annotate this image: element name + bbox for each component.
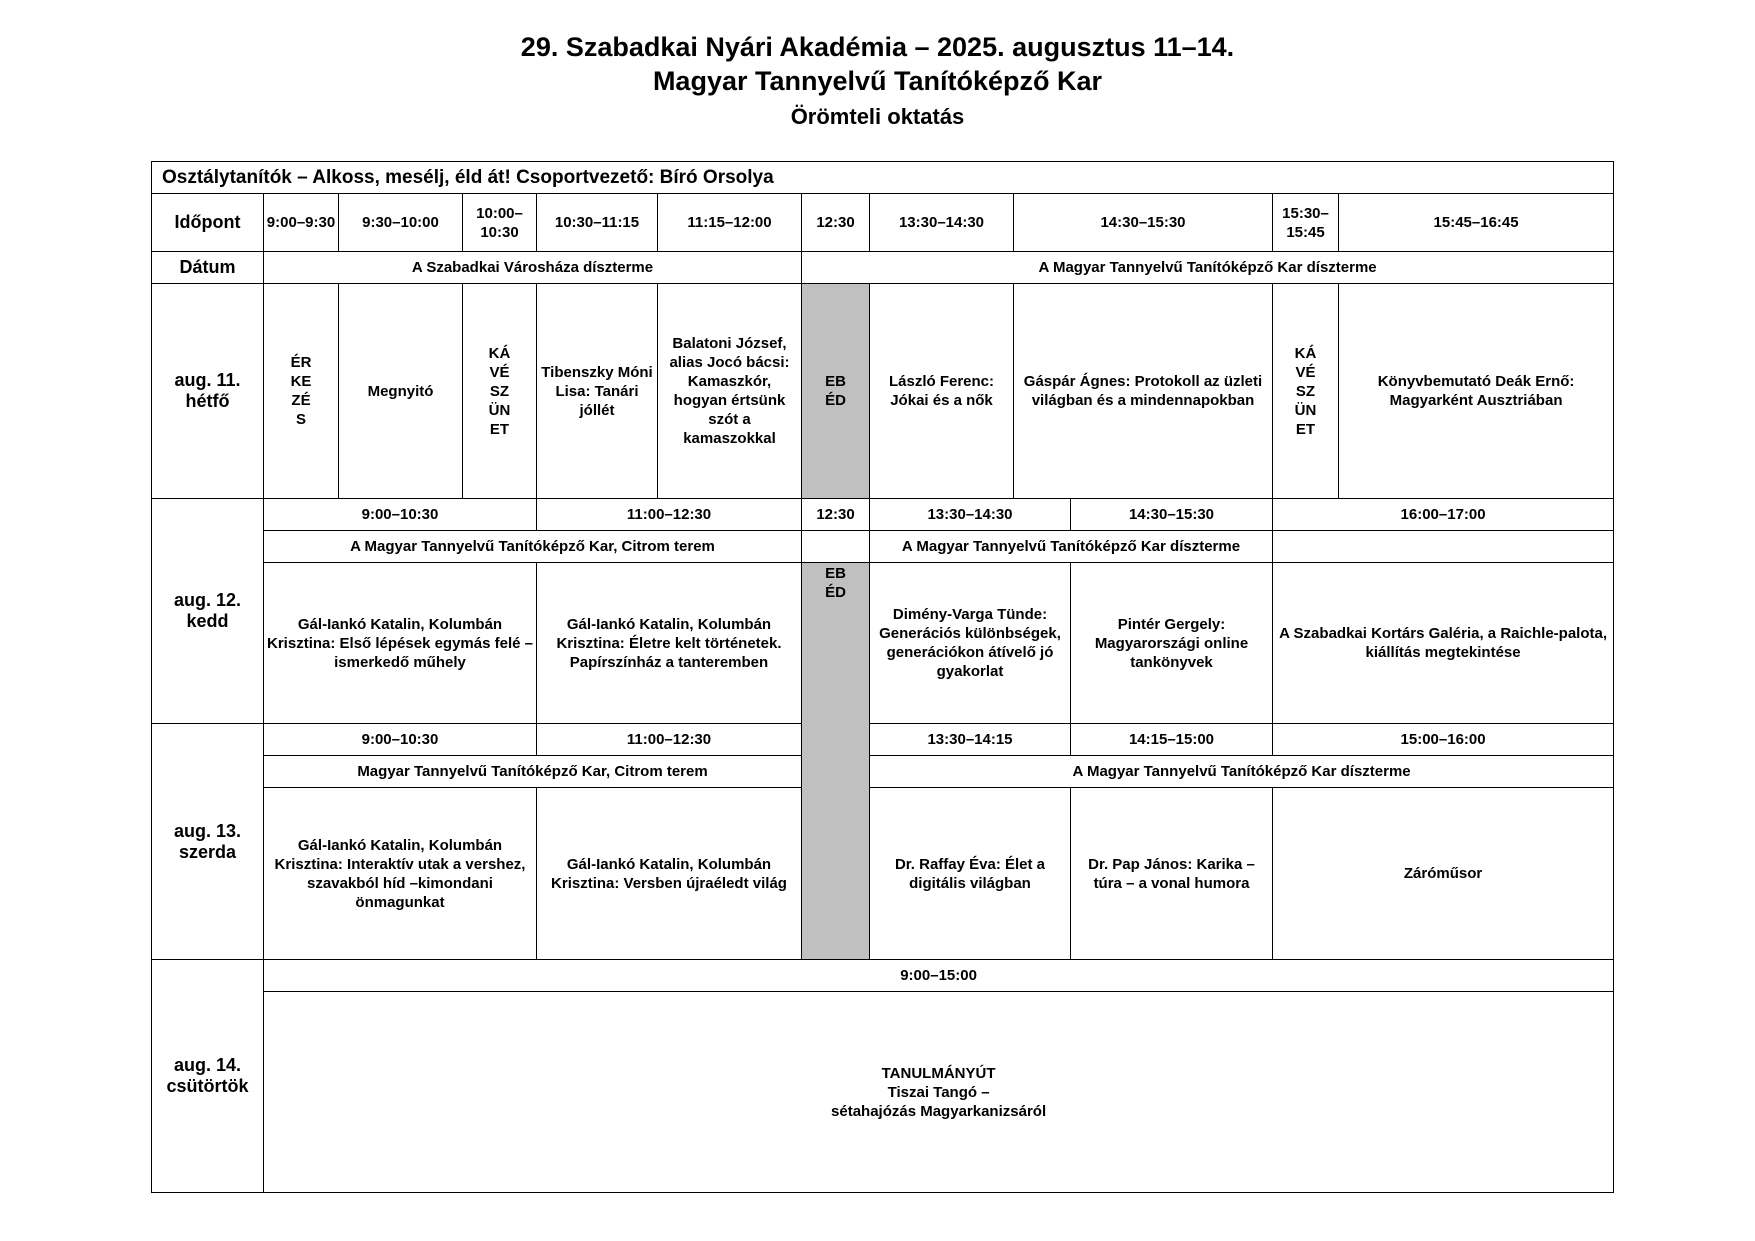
day2-session-row <box>152 563 1614 724</box>
day-date: aug. 12. kedd <box>152 499 264 724</box>
schedule-table <box>151 161 1614 1193</box>
time-slot: 10:30–11:15 <box>537 194 658 252</box>
session-cell: Gál-Iankó Katalin, Kolumbán Krisztina: Interaktív utak a vershez, szavakból híd –kimondani önmagunkat <box>264 788 537 960</box>
time-slot: 12:30 <box>802 499 870 531</box>
group-title: Osztálytanítók – Alkoss, mesélj, éld át! Csoportvezető: Bíró Orsolya <box>152 162 1614 194</box>
session-cell: Balatoni József, alias Jocó bácsi: Kamaszkór, hogyan értsünk szót a kamaszokkal <box>658 284 802 499</box>
session-cell: Megnyitó <box>339 284 463 499</box>
session-cell: Tibenszky Móni Lisa: Tanári jóllét <box>537 284 658 499</box>
venue-empty <box>1273 531 1614 563</box>
time-slot: 14:30–15:30 <box>1071 499 1273 531</box>
venue-cell: Magyar Tannyelvű Tanítóképző Kar, Citrom terem <box>264 756 802 788</box>
session-cell <box>463 284 537 499</box>
time-slot: 14:15–15:00 <box>1071 724 1273 756</box>
day3-time-row <box>152 724 1614 756</box>
session-cell: Gál-Iankó Katalin, Kolumbán Krisztina: Versben újraéledt világ <box>537 788 802 960</box>
day4-time-row <box>152 960 1614 992</box>
time-slot: 14:30–15:30 <box>1014 194 1273 252</box>
lunch-cell <box>802 563 870 960</box>
time-slot: 11:15–12:00 <box>658 194 802 252</box>
page-theme: Örömteli oktatás <box>790 104 965 129</box>
session-cell: Gál-Iankó Katalin, Kolumbán Krisztina: Életre kelt történetek. Papírszínház a tanteremben <box>537 563 802 724</box>
time-slot: 9:00–15:00 <box>264 960 1614 992</box>
day2-venue-row <box>152 531 1614 563</box>
time-slot: 13:30–14:30 <box>870 194 1014 252</box>
day-date: aug. 13. szerda <box>152 724 264 960</box>
session-cell: Pintér Gergely: Magyarországi online tankönyvek <box>1071 563 1273 724</box>
session-cell <box>1273 284 1339 499</box>
time-slot: 15:45–16:45 <box>1339 194 1614 252</box>
session-cell: Záróműsor <box>1273 788 1614 960</box>
venue-row <box>152 252 1614 284</box>
excursion-line: Tiszai Tangó – <box>887 1083 990 1101</box>
lunch-label: EBÉD <box>825 565 846 601</box>
session-cell: Dimény-Varga Tünde: Generációs különbségek, generációkon átívelő jó gyakorlat <box>870 563 1071 724</box>
time-slot: 13:30–14:30 <box>870 499 1071 531</box>
time-slot: 16:00–17:00 <box>1273 499 1614 531</box>
excursion-line: sétahajózás Magyarkanizsáról <box>831 1102 1047 1120</box>
time-slot: 9:00–10:30 <box>264 499 537 531</box>
time-slot: 11:00–12:30 <box>537 499 802 531</box>
day4-session-row <box>152 992 1614 1193</box>
time-slot: 15:00–16:00 <box>1273 724 1614 756</box>
day3-venue-row <box>152 756 1614 788</box>
lunch-cell <box>802 284 870 499</box>
coffee-break-label: KÁVÉSZÜNET <box>1294 344 1317 438</box>
time-slot: 9:00–10:30 <box>264 724 537 756</box>
excursion-cell <box>264 992 1614 1193</box>
label-datum: Dátum <box>152 252 264 284</box>
time-slot: 11:00–12:30 <box>537 724 802 756</box>
time-slot: 9:00–9:30 <box>264 194 339 252</box>
session-cell <box>264 284 339 499</box>
venue-cell: A Magyar Tannyelvű Tanítóképző Kar díszterme <box>870 756 1614 788</box>
time-slot: 9:30–10:00 <box>339 194 463 252</box>
venue-cell: A Magyar Tannyelvű Tanítóképző Kar, Citrom terem <box>264 531 802 563</box>
page-subtitle: Magyar Tannyelvű Tanítóképző Kar <box>652 66 1103 96</box>
time-slot: 15:30–15:45 <box>1273 194 1339 252</box>
session-cell: László Ferenc: Jókai és a nők <box>870 284 1014 499</box>
session-cell: Dr. Raffay Éva: Élet a digitális világban <box>870 788 1071 960</box>
label-idopont: Időpont <box>152 194 264 252</box>
arrival-label: ÉRKEZÉS <box>290 354 312 428</box>
session-cell: Gál-Iankó Katalin, Kolumbán Krisztina: Első lépések egymás felé – ismerkedő műhely <box>264 563 537 724</box>
time-slot: 10:00–10:30 <box>463 194 537 252</box>
coffee-break-label: KÁVÉSZÜNET <box>488 344 511 438</box>
session-cell: Gáspár Ágnes: Protokoll az üzleti világban és a mindennapokban <box>1014 284 1273 499</box>
page-title: 29. Szabadkai Nyári Akadémia – 2025. augusztus 11–14. <box>520 32 1235 62</box>
session-cell: A Szabadkai Kortárs Galéria, a Raichle-palota, kiállítás megtekintése <box>1273 563 1614 724</box>
day-date: aug. 11. hétfő <box>152 284 264 499</box>
time-slot: 13:30–14:15 <box>870 724 1071 756</box>
day-row-1 <box>152 284 1614 499</box>
session-cell: Könyvbemutató Deák Ernő: Magyarként Ausztriában <box>1339 284 1614 499</box>
session-cell: Dr. Pap János: Karika – túra – a vonal humora <box>1071 788 1273 960</box>
venue-cell: A Szabadkai Városháza díszterme <box>264 252 802 284</box>
time-slot: 12:30 <box>802 194 870 252</box>
venue-empty <box>802 531 870 563</box>
lunch-label: EBÉD <box>825 373 846 409</box>
venue-cell: A Magyar Tannyelvű Tanítóképző Kar díszterme <box>870 531 1273 563</box>
venue-cell: A Magyar Tannyelvű Tanítóképző Kar díszterme <box>802 252 1614 284</box>
day2-time-row <box>152 499 1614 531</box>
time-row <box>152 194 1614 252</box>
excursion-title: TANULMÁNYÚT <box>881 1064 996 1082</box>
day-date: aug. 14. csütörtök <box>152 960 264 1193</box>
day3-session-row <box>152 788 1614 960</box>
